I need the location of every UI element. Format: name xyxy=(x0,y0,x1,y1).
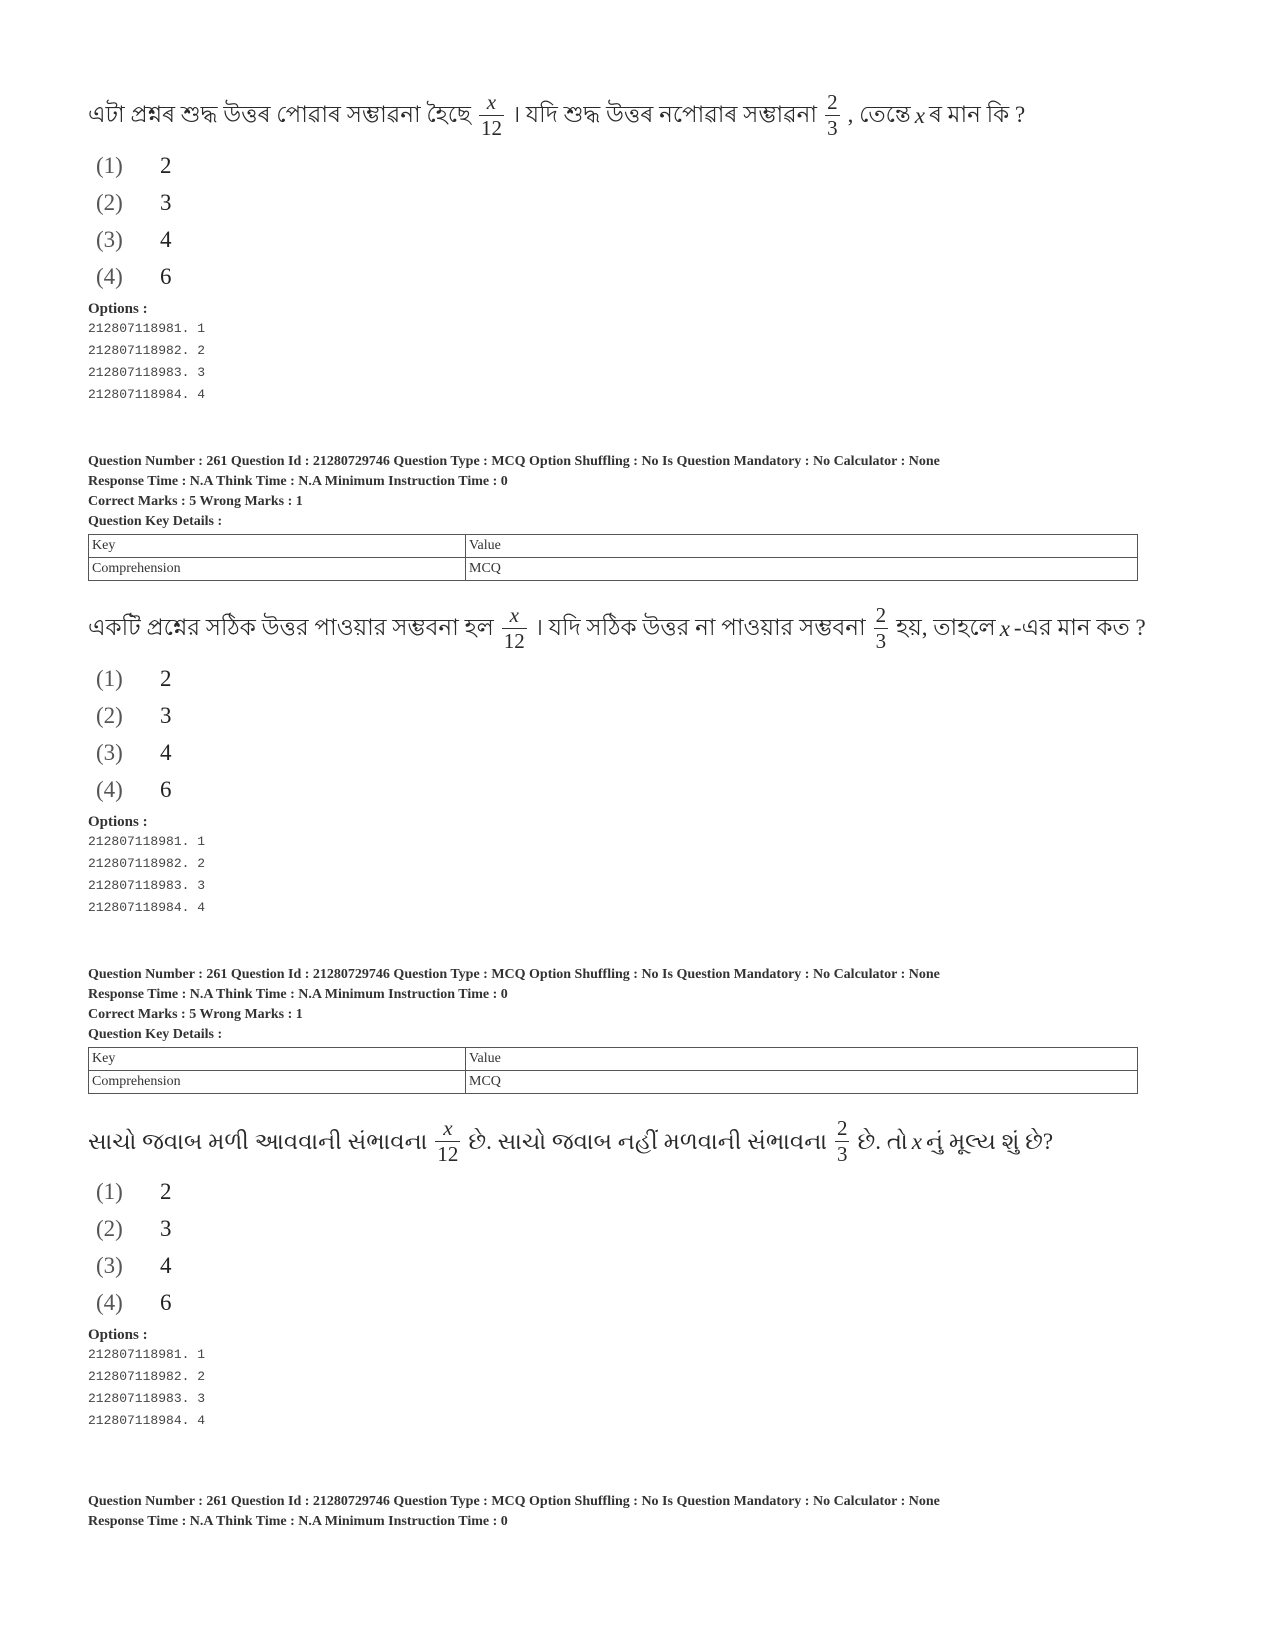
choice-value: 6 xyxy=(160,776,172,802)
variable-x: x xyxy=(999,615,1010,641)
key-details-table xyxy=(88,1047,1138,1094)
question-text xyxy=(88,92,1188,139)
answer-choice xyxy=(96,1284,1188,1321)
fraction-x-over-12 xyxy=(502,605,527,652)
table-cell: MCQ xyxy=(466,1071,1138,1094)
fraction-2-over-3 xyxy=(874,605,889,652)
options-heading: Options : xyxy=(88,814,148,830)
fraction-x-over-12 xyxy=(435,1118,460,1165)
fraction-numerator: x xyxy=(486,90,497,114)
answer-choice xyxy=(96,147,1188,184)
table-row xyxy=(89,1071,1138,1094)
question-text xyxy=(88,605,1188,652)
meta-question-info: Question Number : 261 Question Id : 21280729746 Question Type : MCQ Option Shuffling : No Is Question Mandatory : No Calculator : None xyxy=(88,454,940,469)
fraction-denominator: 12 xyxy=(503,629,525,653)
question-meta xyxy=(88,452,1188,581)
choice-label: (2) xyxy=(96,189,123,215)
key-details-table xyxy=(88,534,1138,581)
table-row xyxy=(89,535,1138,558)
answer-choice xyxy=(96,734,1188,771)
meta-marks: Correct Marks : 5 Wrong Marks : 1 xyxy=(88,1007,303,1022)
answer-choices xyxy=(96,1173,1188,1321)
choice-value: 3 xyxy=(160,189,172,215)
option-id: 212807118984. 4 xyxy=(88,1413,206,1428)
choice-value: 4 xyxy=(160,1252,172,1278)
table-row xyxy=(89,1048,1138,1071)
question-text-part: । যদি সঠিক উত্তর না পাওয়ার সম্ভবনা xyxy=(534,615,866,640)
choice-label: (4) xyxy=(96,776,123,802)
choice-label: (3) xyxy=(96,739,123,765)
choice-label: (1) xyxy=(96,665,123,691)
meta-marks: Correct Marks : 5 Wrong Marks : 1 xyxy=(88,494,303,509)
question-block-assamese xyxy=(88,92,1188,406)
fraction-numerator: x xyxy=(509,603,519,627)
answer-choice xyxy=(96,221,1188,258)
question-text-part: છે. સાચો જવાબ નહીં મળવાની સંભાવના xyxy=(468,1128,827,1154)
question-text-part: , তেন্তে xyxy=(847,102,911,127)
choice-value: 4 xyxy=(160,226,172,252)
choice-label: (1) xyxy=(96,152,123,178)
choice-label: (4) xyxy=(96,1289,123,1315)
meta-key-details-title: Question Key Details : xyxy=(88,1027,223,1042)
option-id: 212807118982. 2 xyxy=(88,1369,206,1384)
option-id: 212807118983. 3 xyxy=(88,365,206,380)
fraction-denominator: 3 xyxy=(827,116,838,140)
choice-value: 2 xyxy=(160,665,172,691)
fraction-numerator: 2 xyxy=(827,90,838,114)
option-id: 212807118983. 3 xyxy=(88,878,206,893)
answer-choice xyxy=(96,1210,1188,1247)
question-text xyxy=(88,1118,1188,1165)
table-cell: Comprehension xyxy=(89,558,466,581)
answer-choice xyxy=(96,771,1188,808)
table-cell: Value xyxy=(466,1048,1138,1071)
option-id: 212807118982. 2 xyxy=(88,343,206,358)
answer-choice xyxy=(96,258,1188,295)
choice-value: 6 xyxy=(160,263,172,289)
question-text-part: এটা প্ৰশ্নৰ শুদ্ধ উত্তৰ পোৱাৰ সম্ভাৱনা হৈছে xyxy=(88,102,471,127)
option-id: 212807118984. 4 xyxy=(88,387,206,402)
question-block-gujarati xyxy=(88,1118,1188,1432)
fraction-numerator: 2 xyxy=(875,603,887,627)
choice-value: 3 xyxy=(160,1215,172,1241)
fraction-denominator: 3 xyxy=(875,629,887,653)
question-text-part: । যদি শুদ্ধ উত্তৰ নপোৱাৰ সম্ভাৱনা xyxy=(511,102,818,127)
table-cell: Value xyxy=(466,535,1138,558)
option-id: 212807118983. 3 xyxy=(88,1391,206,1406)
choice-value: 4 xyxy=(160,739,172,765)
answer-choice xyxy=(96,1247,1188,1284)
meta-question-info: Question Number : 261 Question Id : 21280729746 Question Type : MCQ Option Shuffling : No Is Question Mandatory : No Calculator : None xyxy=(88,967,940,982)
meta-question-info: Question Number : 261 Question Id : 21280729746 Question Type : MCQ Option Shuffling : No Is Question Mandatory : No Calculator : None xyxy=(88,1494,940,1509)
choice-value: 2 xyxy=(160,1178,172,1204)
options-heading: Options : xyxy=(88,1327,148,1343)
choice-value: 3 xyxy=(160,702,172,728)
option-id: 212807118982. 2 xyxy=(88,856,206,871)
choice-label: (3) xyxy=(96,226,123,252)
meta-response-time: Response Time : N.A Think Time : N.A Minimum Instruction Time : 0 xyxy=(88,987,508,1002)
answer-choice xyxy=(96,184,1188,221)
option-id: 212807118981. 1 xyxy=(88,1347,206,1362)
fraction-2-over-3 xyxy=(825,92,840,139)
choice-label: (2) xyxy=(96,1215,123,1241)
choice-label: (4) xyxy=(96,263,123,289)
question-text-part: ৰ মান কি ? xyxy=(928,102,1026,127)
question-text-part: નું મૂલ્ય શું છે? xyxy=(925,1128,1054,1154)
table-cell: Key xyxy=(89,535,466,558)
fraction-denominator: 12 xyxy=(480,116,502,140)
question-meta xyxy=(88,965,1188,1094)
question-text-part: સાચો જવાબ મળી આવવાની સંભાવના xyxy=(88,1128,428,1154)
question-block-bengali xyxy=(88,605,1188,919)
question-text-part: છે. તો xyxy=(857,1128,908,1154)
choice-value: 2 xyxy=(160,152,172,178)
options-heading: Options : xyxy=(88,301,148,317)
fraction-denominator: 12 xyxy=(437,1142,459,1166)
answer-choices xyxy=(96,147,1188,295)
fraction-numerator: 2 xyxy=(836,1116,848,1140)
choice-label: (2) xyxy=(96,702,123,728)
option-id: 212807118981. 1 xyxy=(88,321,206,336)
question-text-part: -এর মান কত ? xyxy=(1013,615,1146,640)
meta-response-time: Response Time : N.A Think Time : N.A Minimum Instruction Time : 0 xyxy=(88,474,508,489)
question-meta xyxy=(88,1492,1188,1532)
variable-x: x xyxy=(914,102,925,128)
table-cell: MCQ xyxy=(466,558,1138,581)
fraction-denominator: 3 xyxy=(836,1142,848,1166)
option-id: 212807118984. 4 xyxy=(88,900,206,915)
table-row xyxy=(89,558,1138,581)
question-text-part: হয়, তাহলে xyxy=(896,615,996,640)
answer-choice xyxy=(96,697,1188,734)
table-cell: Key xyxy=(89,1048,466,1071)
answer-choice xyxy=(96,1173,1188,1210)
fraction-2-over-3 xyxy=(835,1118,850,1165)
choice-label: (1) xyxy=(96,1178,123,1204)
meta-key-details-title: Question Key Details : xyxy=(88,514,223,529)
option-id: 212807118981. 1 xyxy=(88,834,206,849)
fraction-x-over-12 xyxy=(479,92,504,139)
variable-x: x xyxy=(911,1128,922,1154)
choice-value: 6 xyxy=(160,1289,172,1315)
table-cell: Comprehension xyxy=(89,1071,466,1094)
choice-label: (3) xyxy=(96,1252,123,1278)
meta-response-time: Response Time : N.A Think Time : N.A Minimum Instruction Time : 0 xyxy=(88,1514,508,1529)
answer-choices xyxy=(96,660,1188,808)
fraction-numerator: x xyxy=(443,1116,453,1140)
answer-choice xyxy=(96,660,1188,697)
question-text-part: একটি প্রশ্নের সঠিক উত্তর পাওয়ার সম্ভবনা হল xyxy=(88,615,494,640)
